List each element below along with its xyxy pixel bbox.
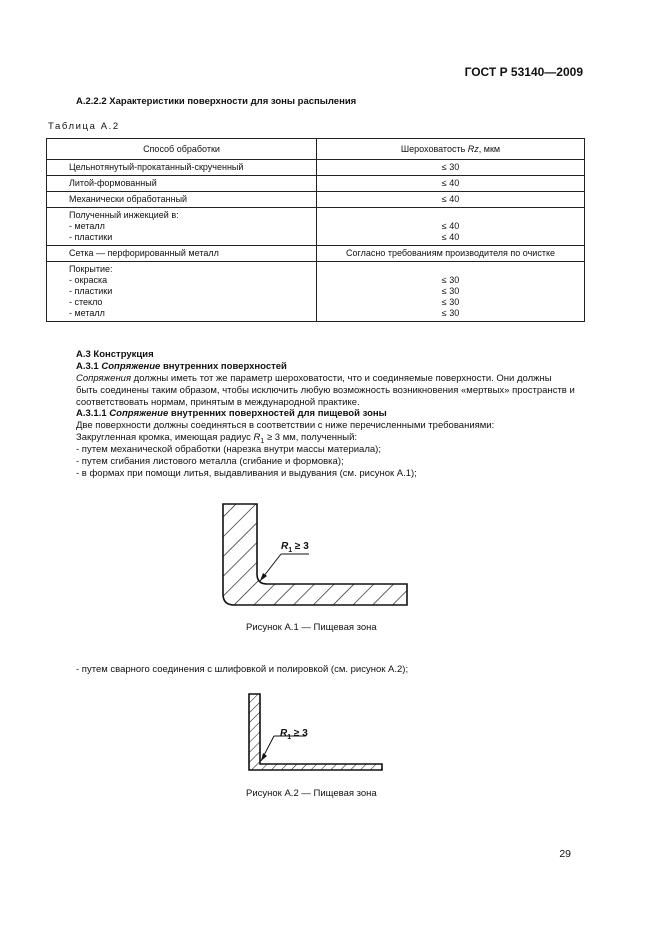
table-row	[47, 208, 585, 246]
fig2-sub: 1	[287, 734, 292, 741]
method-line: - металл	[69, 221, 105, 231]
figure-a2-caption: Рисунок А.2 — Пищевая зона	[246, 788, 377, 799]
method-line: - окраска	[69, 275, 108, 285]
line-requirements: Две поверхности должны соединяться в соответствии с ниже перечисленными требованиями:	[76, 420, 495, 431]
table-row	[47, 246, 585, 262]
subsection-a31-rest: внутренних поверхностей	[162, 361, 287, 372]
method-line: Литой-формованный	[69, 178, 157, 188]
roughness-line	[317, 210, 584, 221]
table-row	[47, 262, 585, 322]
roughness-line: ≤ 30	[441, 275, 460, 285]
cell-method	[47, 176, 317, 192]
cell-method	[47, 208, 317, 246]
method-line: - стекло	[69, 297, 103, 307]
roughness-line: ≤ 40	[441, 221, 460, 231]
subsection-a31-number: А.3.1	[76, 361, 99, 372]
roughness-line: ≤ 30	[441, 286, 460, 296]
subsection-a31-title	[76, 361, 287, 373]
table-caption: Таблица А.2	[48, 121, 120, 132]
subsection-a311-italic: Сопряжение	[109, 408, 169, 419]
document-header: ГОСТ Р 53140—2009	[464, 65, 583, 79]
cell-roughness	[317, 192, 585, 208]
subsection-a311-number: А.3.1.1	[76, 408, 107, 419]
subsection-a31-italic: Сопряжение	[101, 361, 161, 372]
roughness-line: ≤ 30	[441, 297, 460, 307]
paragraph-a31	[76, 373, 586, 385]
method-line: - пластики	[69, 286, 113, 296]
method-line: - металл	[69, 308, 105, 318]
section-a222-title: А.2.2.2 Характеристики поверхности для зоны распыления	[76, 96, 357, 107]
para1-line1: должны иметь тот же параметр шероховатости, что и соединяемые поверхности. Они должны	[133, 373, 552, 384]
line-radius-pre: Закругленная кромка, имеющая радиус	[76, 432, 251, 443]
table-body	[47, 160, 585, 322]
para1-line3: соответствовать нормам, принятым в международной практике.	[76, 397, 360, 408]
fig1-r: R	[281, 541, 289, 552]
roughness-line: ≤ 30	[441, 308, 460, 318]
method-line: - пластики	[69, 232, 113, 242]
line-bending: - путем сгибания листового металла (сгибание и формовка);	[76, 456, 344, 467]
table-row	[47, 192, 585, 208]
method-line: Сетка — перфорированный металл	[69, 248, 219, 258]
table-row	[47, 176, 585, 192]
method-line: Цельнотянутый-прокатанный-скрученный	[69, 162, 244, 172]
line-radius-var: R	[253, 432, 261, 443]
line-welding: - путем сварного соединения с шлифовкой и полировкой (см. рисунок А.2);	[76, 664, 409, 675]
col-header-roughness: Шероховатость Rz, мкм	[317, 139, 585, 160]
fig2-val: ≥ 3	[293, 728, 308, 739]
roughness-table	[46, 138, 585, 322]
line-molding: - в формах при помощи литья, выдавливания и выдувания (см. рисунок А.1);	[76, 468, 417, 479]
fig1-sub: 1	[288, 547, 293, 554]
cell-roughness	[317, 246, 585, 262]
roughness-line: ≤ 40	[441, 194, 460, 204]
line-radius-post: ≥ 3 мм, полученный:	[266, 432, 358, 443]
figure-a1-drawing	[205, 495, 420, 620]
figure-a1-radius-label	[281, 541, 309, 554]
cell-roughness	[317, 160, 585, 176]
method-line: Механически обработанный	[69, 194, 188, 204]
figure-a1-caption: Рисунок А.1 — Пищевая зона	[246, 622, 377, 633]
cell-method	[47, 192, 317, 208]
subsection-a311-rest: внутренних поверхностей для пищевой зоны	[170, 408, 387, 419]
fig2-r: R	[280, 728, 288, 739]
cell-method	[47, 160, 317, 176]
roughness-line: Согласно требованиям производителя по очистке	[346, 248, 555, 258]
method-line: Полученный инжекцией в:	[69, 210, 179, 220]
subsection-a311-title	[76, 408, 387, 420]
cell-roughness	[317, 208, 585, 246]
para1-italic: Сопряжения	[76, 373, 132, 384]
cell-roughness	[317, 176, 585, 192]
page-number: 29	[559, 848, 571, 860]
section-a3-title: А.3 Конструкция	[76, 349, 154, 360]
cell-roughness	[317, 262, 585, 322]
cell-method	[47, 246, 317, 262]
roughness-line: ≤ 40	[441, 178, 460, 188]
line-machining: - путем механической обработки (нарезка внутри массы материала);	[76, 444, 381, 455]
figure-a2-radius-label	[280, 728, 308, 741]
roughness-line	[317, 264, 584, 275]
cell-method	[47, 262, 317, 322]
method-line: Покрытие:	[69, 264, 113, 274]
table-row	[47, 160, 585, 176]
fig1-val: ≥ 3	[294, 541, 309, 552]
line-radius-sub: 1	[260, 437, 265, 445]
roughness-line: ≤ 40	[441, 232, 460, 242]
col-header-method: Способ обработки	[47, 139, 317, 160]
table-header-row	[47, 139, 585, 160]
figure-a2-drawing	[242, 690, 387, 775]
roughness-line: ≤ 30	[441, 162, 460, 172]
para1-line2: быть соединены таким образом, чтобы исключить любую возможность возникновения «мертвых» пространств и	[76, 385, 575, 396]
